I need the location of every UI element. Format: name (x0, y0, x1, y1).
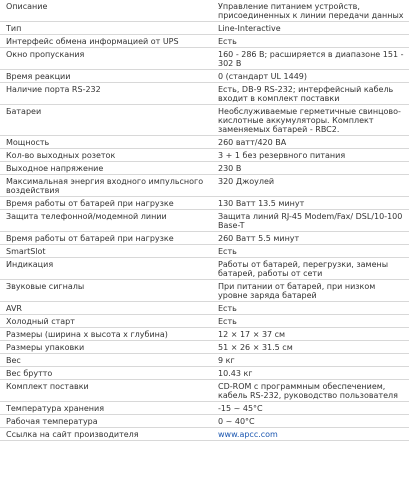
spec-label: Интерфейс обмена информацией от UPS (0, 35, 210, 48)
spec-row (0, 402, 409, 415)
spec-row (0, 302, 409, 315)
spec-row (0, 258, 409, 280)
spec-row (0, 380, 409, 402)
spec-value: 260 ватт/420 ВА (210, 136, 409, 149)
spec-label: Описание (0, 0, 210, 22)
spec-value: Есть, DB-9 RS-232; интерфейсный кабель входит в комплект поставки (210, 83, 409, 105)
manufacturer-link[interactable]: www.apcc.com (218, 430, 278, 439)
spec-label: Окно пропускания (0, 48, 210, 70)
spec-label: Мощность (0, 136, 210, 149)
spec-label: AVR (0, 302, 210, 315)
spec-row (0, 83, 409, 105)
spec-value: 160 - 286 В; расширяется в диапазоне 151 - 302 В (210, 48, 409, 70)
spec-value: 130 Ватт 13.5 минут (210, 197, 409, 210)
spec-label: Звуковые сигналы (0, 280, 210, 302)
spec-value: 9 кг (210, 354, 409, 367)
spec-label: Тип (0, 22, 210, 35)
spec-value-cell (210, 428, 409, 441)
spec-label: Наличие порта RS-232 (0, 83, 210, 105)
spec-label: Выходное напряжение (0, 162, 210, 175)
spec-label: Вес (0, 354, 210, 367)
spec-value: 51 × 26 × 31.5 см (210, 341, 409, 354)
spec-row (0, 280, 409, 302)
spec-label: Вес брутто (0, 367, 210, 380)
spec-value: Необслуживаемые герметичные свинцово-кислотные аккумуляторы. Комплект заменяемых батарей - RBC2. (210, 105, 409, 136)
spec-row (0, 367, 409, 380)
spec-value: 12 × 17 × 37 см (210, 328, 409, 341)
spec-value: Есть (210, 35, 409, 48)
spec-label: Размеры упаковки (0, 341, 210, 354)
spec-label: Время работы от батарей при нагрузке (0, 197, 210, 210)
spec-value: При питании от батарей, при низком уровне заряда батарей (210, 280, 409, 302)
spec-value: Управление питанием устройств, присоединенных к линии передачи данных (210, 0, 409, 22)
spec-row (0, 162, 409, 175)
spec-row (0, 354, 409, 367)
spec-value: Есть (210, 315, 409, 328)
spec-row (0, 35, 409, 48)
spec-row (0, 197, 409, 210)
spec-label: Рабочая температура (0, 415, 210, 428)
spec-row (0, 232, 409, 245)
spec-label: Индикация (0, 258, 210, 280)
spec-label: Ссылка на сайт производителя (0, 428, 210, 441)
spec-label: Защита телефонной/модемной линии (0, 210, 210, 232)
spec-value: -15 ~ 45°C (210, 402, 409, 415)
spec-row (0, 149, 409, 162)
spec-label: Кол-во выходных розеток (0, 149, 210, 162)
spec-row (0, 136, 409, 149)
spec-label: Время работы от батарей при нагрузке (0, 232, 210, 245)
spec-row (0, 315, 409, 328)
spec-row (0, 175, 409, 197)
spec-label: Температура хранения (0, 402, 210, 415)
spec-row (0, 341, 409, 354)
spec-value: Работы от батарей, перегрузки, замены батарей, работы от сети (210, 258, 409, 280)
spec-value: 3 + 1 без резервного питания (210, 149, 409, 162)
spec-value: Line-Interactive (210, 22, 409, 35)
spec-value: Защита линий RJ-45 Modem/Fax/ DSL/10-100 Base-T (210, 210, 409, 232)
spec-row (0, 245, 409, 258)
spec-value: Есть (210, 302, 409, 315)
spec-row (0, 415, 409, 428)
spec-row (0, 22, 409, 35)
spec-row (0, 70, 409, 83)
spec-row (0, 48, 409, 70)
spec-value: 10.43 кг (210, 367, 409, 380)
spec-value: 260 Ватт 5.5 минут (210, 232, 409, 245)
spec-row (0, 0, 409, 22)
spec-label: SmartSlot (0, 245, 210, 258)
spec-row (0, 210, 409, 232)
spec-label: Максимальная энергия входного импульсного воздействия (0, 175, 210, 197)
spec-value: 0 (стандарт UL 1449) (210, 70, 409, 83)
spec-row (0, 105, 409, 136)
spec-value: CD-ROM с программным обеспечением, кабель RS-232, руководство пользователя (210, 380, 409, 402)
spec-row (0, 428, 409, 441)
spec-row (0, 328, 409, 341)
spec-value: 230 В (210, 162, 409, 175)
spec-label: Холодный старт (0, 315, 210, 328)
spec-value: Есть (210, 245, 409, 258)
spec-label: Комплект поставки (0, 380, 210, 402)
spec-label: Батареи (0, 105, 210, 136)
spec-label: Время реакции (0, 70, 210, 83)
spec-label: Размеры (ширина х высота х глубина) (0, 328, 210, 341)
spec-value: 320 Джоулей (210, 175, 409, 197)
spec-value: 0 ~ 40°C (210, 415, 409, 428)
